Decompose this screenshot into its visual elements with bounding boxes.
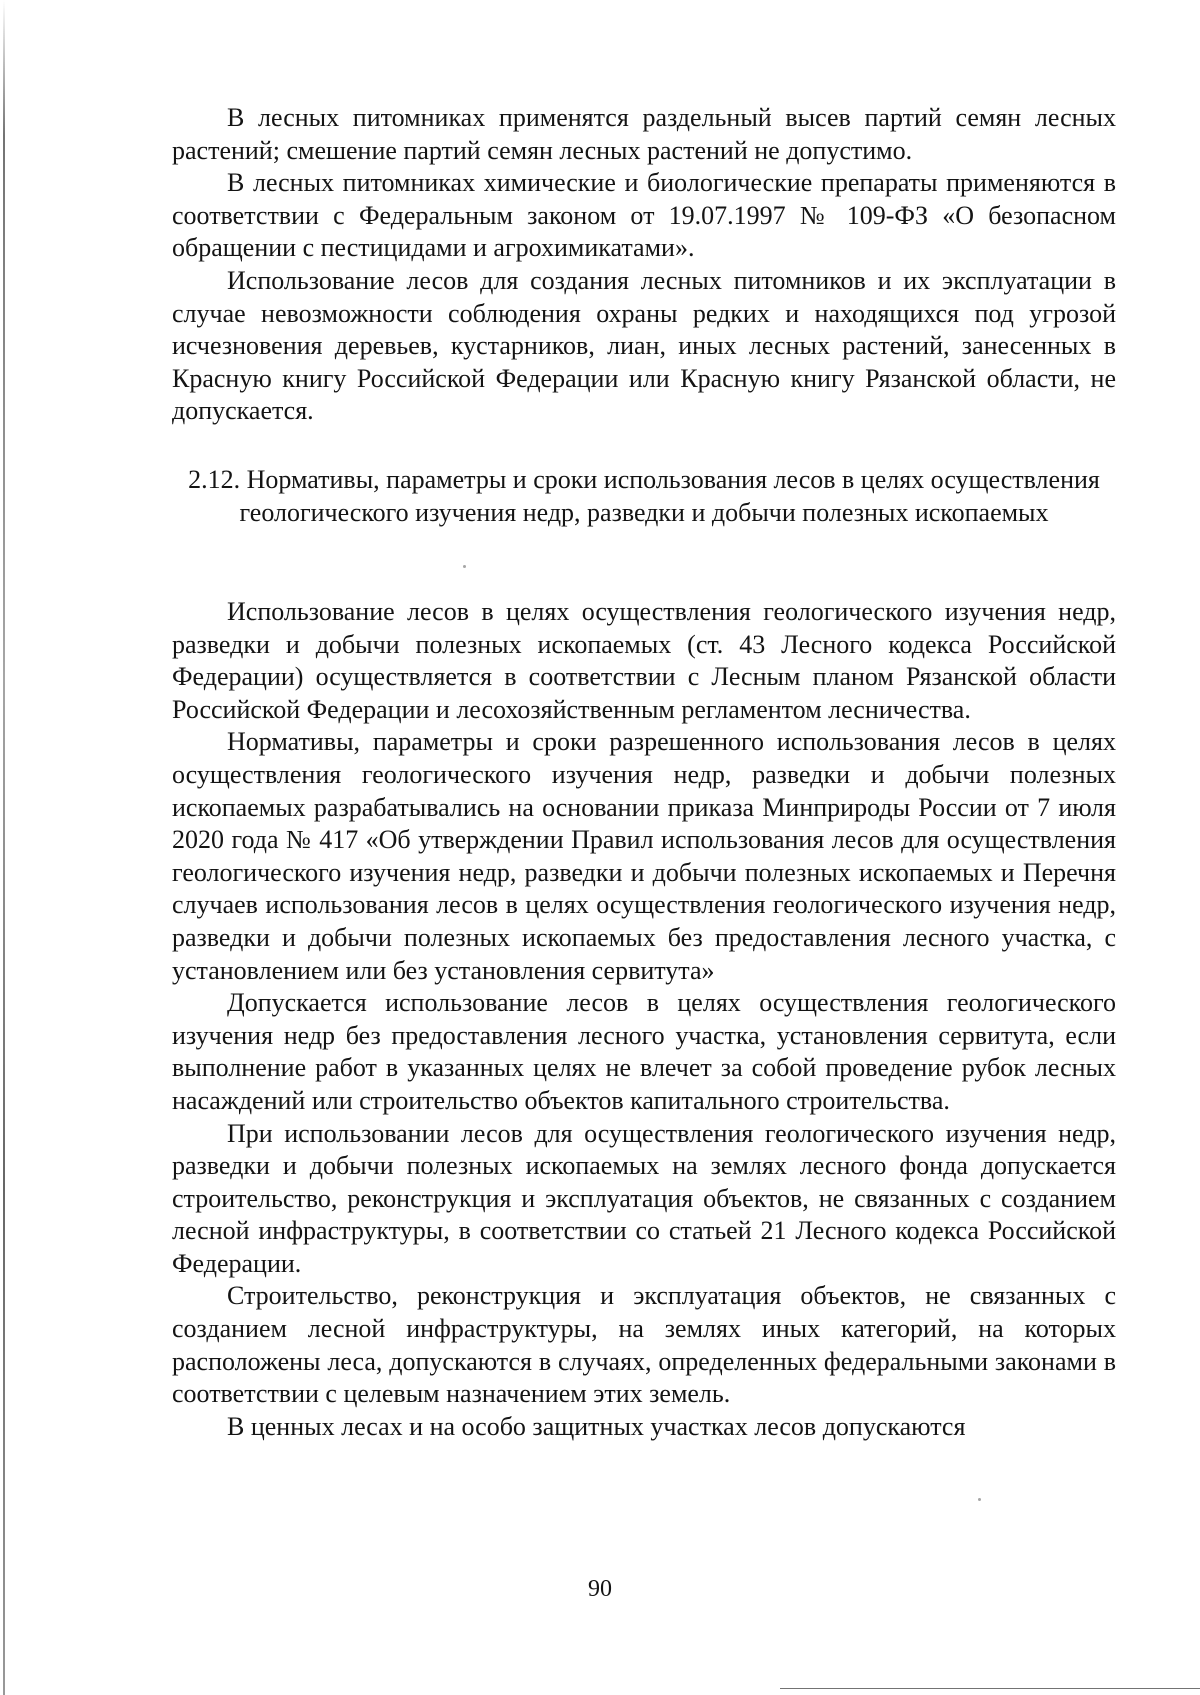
paragraph-chemical-preparations: В лесных питомниках химические и биологические препараты применяются в соответствии с Федеральным законом от 19.07.1997 № 109-ФЗ «О безопасном обращении с пестицидами и агрохимикатами».	[172, 168, 1116, 263]
body-text-block	[172, 596, 1116, 1443]
section-heading: 2.12. Нормативы, параметры и сроки использования лесов в целях осуществления геологического изучения недр, разведки и добычи полезных ископаемых	[188, 465, 1100, 527]
scan-speck	[463, 565, 466, 568]
scan-speck	[978, 1498, 981, 1501]
paragraph-geological-use: Использование лесов в целях осуществления геологического изучения недр, разведки и добычи полезных ископаемых (ст. 43 Лесного кодекса Российской Федерации) осуществляется в соответствии с Лесным планом Рязанской области Российской Федерации и лесохозяйственным регламентом лесничества.	[172, 597, 1116, 724]
paragraph-construction-forest-fund: При использовании лесов для осуществления геологического изучения недр, разведки и добычи полезных ископаемых на землях лесного фонда допускается строительство, реконструкция и эксплуатация объектов, не связанных с созданием лесной инфраструктуры, в соответствии со статьей 21 Лесного кодекса Российской Федерации.	[172, 1118, 1116, 1278]
paragraph-seed-sowing: В лесных питомниках применятся раздельный высев партий семян лесных растений; смешение партий семян лесных растений не допустимо.	[172, 103, 1116, 165]
top-text-block	[172, 102, 1116, 428]
paragraph-valuable-forests: В ценных лесах и на особо защитных участках лесов допускаются	[227, 1411, 966, 1441]
paragraph-red-book-restriction: Использование лесов для создания лесных питомников и их эксплуатации в случае невозможности соблюдения охраны редких и находящихся под угрозой исчезновения деревьев, кустарников, лиан, иных лесных растений, занесенных в Красную книгу Российской Федерации или Красную книгу Рязанской области, не допускается.	[172, 265, 1116, 426]
paragraph-construction-other-lands: Строительство, реконструкция и эксплуатация объектов, не связанных с созданием лесной инфраструктуры, на землях иных категорий, на которых расположены леса, допускаются в случаях, определенных федеральными законами в соответствии с целевым назначением этих земель.	[172, 1281, 1116, 1409]
paragraph-without-plot: Допускается использование лесов в целях осуществления геологического изучения недр без предоставления лесного участка, установления сервитута, если выполнение работ в указанных целях не влечет за собой проведение рубок лесных насаждений или строительство объектов капитального строительства.	[172, 988, 1116, 1115]
paragraph-norms-basis: Нормативы, параметры и сроки разрешенного использования лесов в целях осуществления геологического изучения недр, разведки и добычи полезных ископаемых разрабатывались на основании приказа Минприроды России от 7 июля 2020 года № 417 «Об утверждении Правил использования лесов для осуществления геологического изучения недр, разведки и добычи полезных ископаемых и Перечня случаев использования лесов в целях осуществления геологического изучения недр, разведки и добычи полезных ископаемых без предоставления лесного участка, с установлением или без установления сервитута»	[172, 727, 1116, 985]
scan-edge-bottom	[780, 1688, 1200, 1689]
scan-edge	[3, 0, 5, 1695]
page-number: 90	[588, 1576, 612, 1602]
